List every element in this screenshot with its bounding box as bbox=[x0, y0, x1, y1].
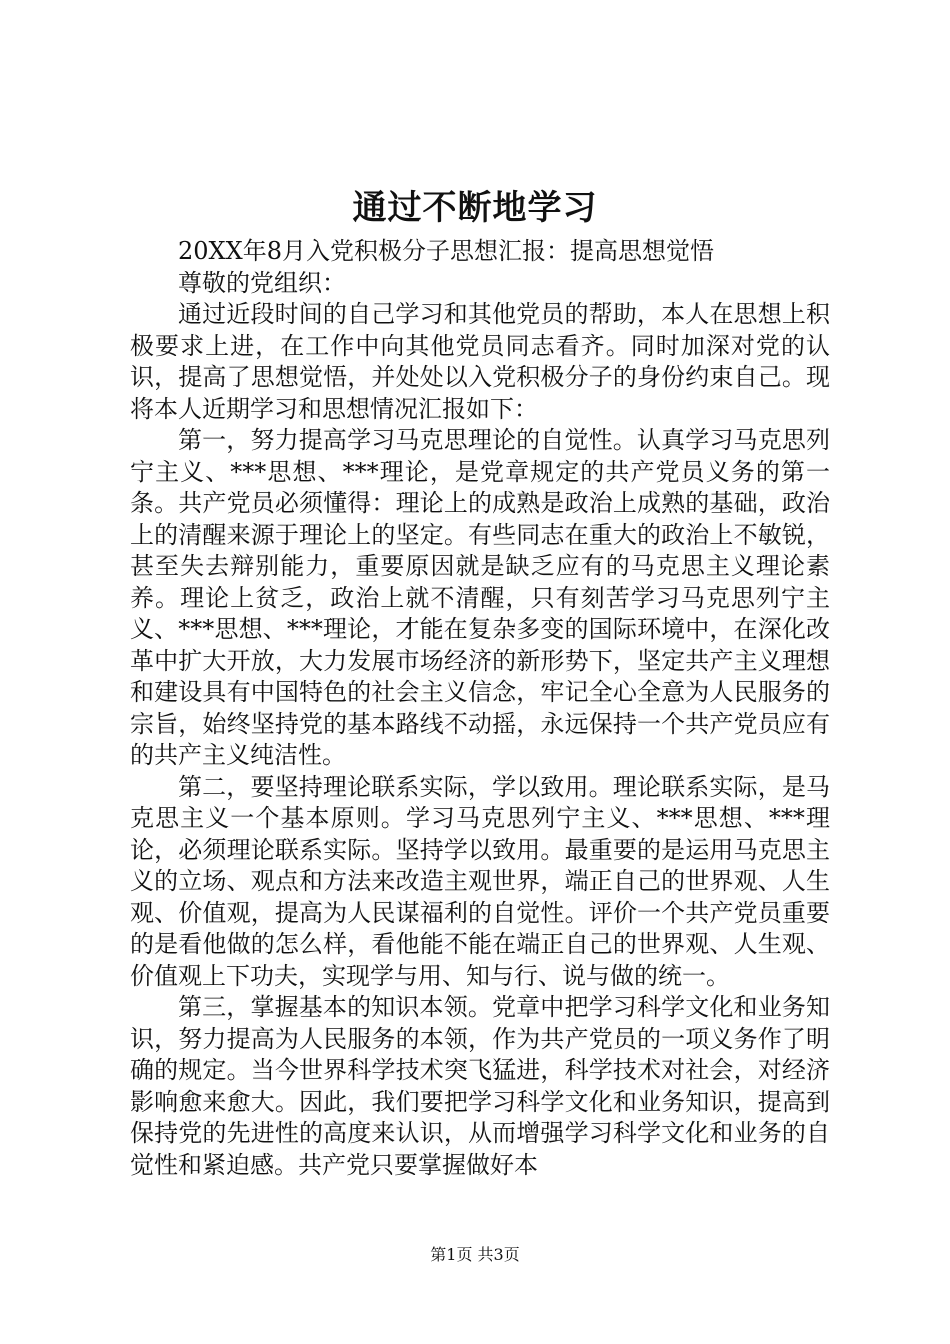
paragraph-first-point: 第一，努力提高学习马克思理论的自觉性。认真学习马克思列宁主义、***思想、***理论，是党章规定的共产党员义务的第一条。共产党员必须懂得：理论上的成熟是政治上成熟的基础，政治上的清醒来源于理论上的坚定。有些同志在重大的政治上不敏锐，甚至失去辩别能力，重要原因就是缺乏应有的马克思主义理论素养。理论上贫乏，政治上就不清醒，只有刻苦学习马克思列宁主义、***思想、***理论，才能在复杂多变的国际环境中，在深化改革中扩大开放，大力发展市场经济的新形势下，坚定共产主义理想和建设具有中国特色的社会主义信念，牢记全心全意为人民服务的宗旨，始终坚持党的基本路线不动摇，永远保持一个共产党员应有的共产主义纯洁性。 bbox=[130, 426, 830, 769]
paragraph-second-point: 第二，要坚持理论联系实际，学以致用。理论联系实际，是马克思主义一个基本原则。学习马克思列宁主义、***思想、***理论，必须理论联系实际。坚持学以致用。最重要的是运用马克思主义的立场、观点和方法来改造主观世界，端正自己的世界观、人生观、价值观，提高为人民谋福利的自觉性。评价一个共产党员重要的是看他做的怎么样，看他能不能在端正自己的世界观、人生观、价值观上下功夫，实现学与用、知与行、说与做的统一。 bbox=[130, 772, 830, 990]
paragraph-intro: 通过近段时间的自己学习和其他党员的帮助，本人在思想上积极要求上进，在工作中向其他党员同志看齐。同时加深对党的认识，提高了思想觉悟，并处处以入党积极分子的身份约束自己。现将本人近期学习和思想情况汇报如下： bbox=[130, 300, 830, 423]
salutation: 尊敬的党组织： bbox=[178, 268, 346, 297]
report-subject-line: 20XX年8月入党积极分子思想汇报：提高思想觉悟 bbox=[178, 237, 714, 265]
paragraph-third-point: 第三，掌握基本的知识本领。党章中把学习科学文化和业务知识，努力提高为人民服务的本领，作为共产党员的一项义务作了明确的规定。当今世界科学技术突飞猛进，科学技术对社会，对经济影响愈来愈大。因此，我们要把学习科学文化和业务知识，提高到保持党的先进性的高度来认识，从而增强学习科学文化和业务的自觉性和紧迫感。共产党只要掌握做好本 bbox=[130, 993, 830, 1179]
page-number-footer: 第1页 共3页 bbox=[430, 1245, 520, 1264]
document-body bbox=[130, 236, 830, 1181]
document-title: 通过不断地学习 bbox=[352, 188, 598, 228]
